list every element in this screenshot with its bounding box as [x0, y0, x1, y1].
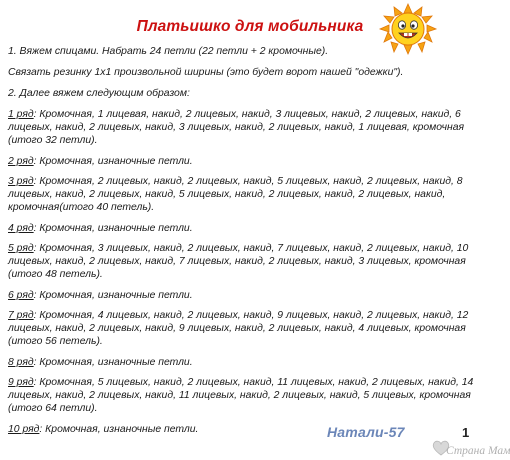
step-1-rib: Связать резинку 1х1 произвольной ширины (это будет ворот нашей "одежки").: [8, 67, 404, 78]
row-label: 5 ряд: [8, 243, 34, 254]
author-signature: Натали-57: [327, 424, 405, 440]
row-4: [8, 222, 494, 235]
watermark: Страна Мам: [446, 445, 510, 457]
row-text: : Кромочная, 3 лицевых, накид, 2 лицевых, накид, 7 лицевых, накид, 2 лицевых, накид, 10 лицевых, накид, 2 лицевых, накид, 7 лицевых, накид, 2 лицевых, накид, 3 лицевых, кромочная (итого 48 петель).: [8, 243, 469, 280]
instructions: [8, 45, 494, 443]
row-label: 6 ряд: [8, 290, 34, 301]
row-text: : Кромочная, 5 лицевых, накид, 2 лицевых, накид, 11 лицевых, накид, 2 лицевых, накид, 14 лицевых, накид, 2 лицевых, накид, 11 лицевых, накид, 2 лицевых, накид, 5 лицевых, кромочная (итого 64 петли).: [8, 377, 474, 414]
row-label: 3 ряд: [8, 176, 34, 187]
page-title: Платьишко для мобильника: [136, 18, 364, 35]
row-text: : Кромочная, 1 лицевая, накид, 2 лицевых, накид, 3 лицевых, накид, 2 лицевых, накид, 6 лицевых, накид, 2 лицевых, накид, 3 лицевых, накид, 2 лицевых, накид, 1 лицевая, кромочная (итого 32 петли).: [8, 109, 465, 146]
row-10: [8, 423, 494, 436]
row-9: [8, 376, 494, 415]
row-8: [8, 356, 494, 369]
row-1: [8, 108, 494, 147]
row-text: : Кромочная, изнаночные петли.: [33, 357, 193, 368]
step-2: 2. Далее вяжем следующим образом:: [8, 88, 190, 99]
row-label: 7 ряд: [8, 310, 34, 321]
row-5: [8, 242, 494, 281]
row-text: : Кромочная, изнаночные петли.: [33, 156, 193, 167]
row-text: : Кромочная, 4 лицевых, накид, 2 лицевых, накид, 9 лицевых, накид, 2 лицевых, накид, 12 лицевых, накид, 2 лицевых, накид, 9 лицевых, накид, 2 лицевых, накид, 4 лицевых, кромочная (итого 56 петель).: [8, 310, 469, 347]
row-label: 9 ряд: [8, 377, 34, 388]
row-6: [8, 289, 494, 302]
row-text: : Кромочная, изнаночные петли.: [33, 223, 193, 234]
row-text: : Кромочная, изнаночные петли.: [33, 290, 193, 301]
row-label: 8 ряд: [8, 357, 34, 368]
row-7: [8, 309, 494, 348]
row-label: 10 ряд: [8, 424, 40, 435]
row-3: [8, 175, 494, 214]
row-text: : Кромочная, изнаночные петли.: [39, 424, 199, 435]
row-2: [8, 155, 494, 168]
page-number: 1: [462, 425, 470, 440]
row-label: 4 ряд: [8, 223, 34, 234]
step-1: 1. Вяжем спицами. Набрать 24 петли (22 петли + 2 кромочные).: [8, 46, 329, 57]
row-text: : Кромочная, 2 лицевых, накид, 2 лицевых, накид, 5 лицевых, накид, 2 лицевых, накид, 8 лицевых, накид, 2 лицевых, накид, 5 лицевых, накид, 2 лицевых, накид, 2 лицевых, накид, кромочная(итого 40 петель).: [8, 176, 463, 213]
row-label: 2 ряд: [8, 156, 34, 167]
row-label: 1 ряд: [8, 109, 34, 120]
